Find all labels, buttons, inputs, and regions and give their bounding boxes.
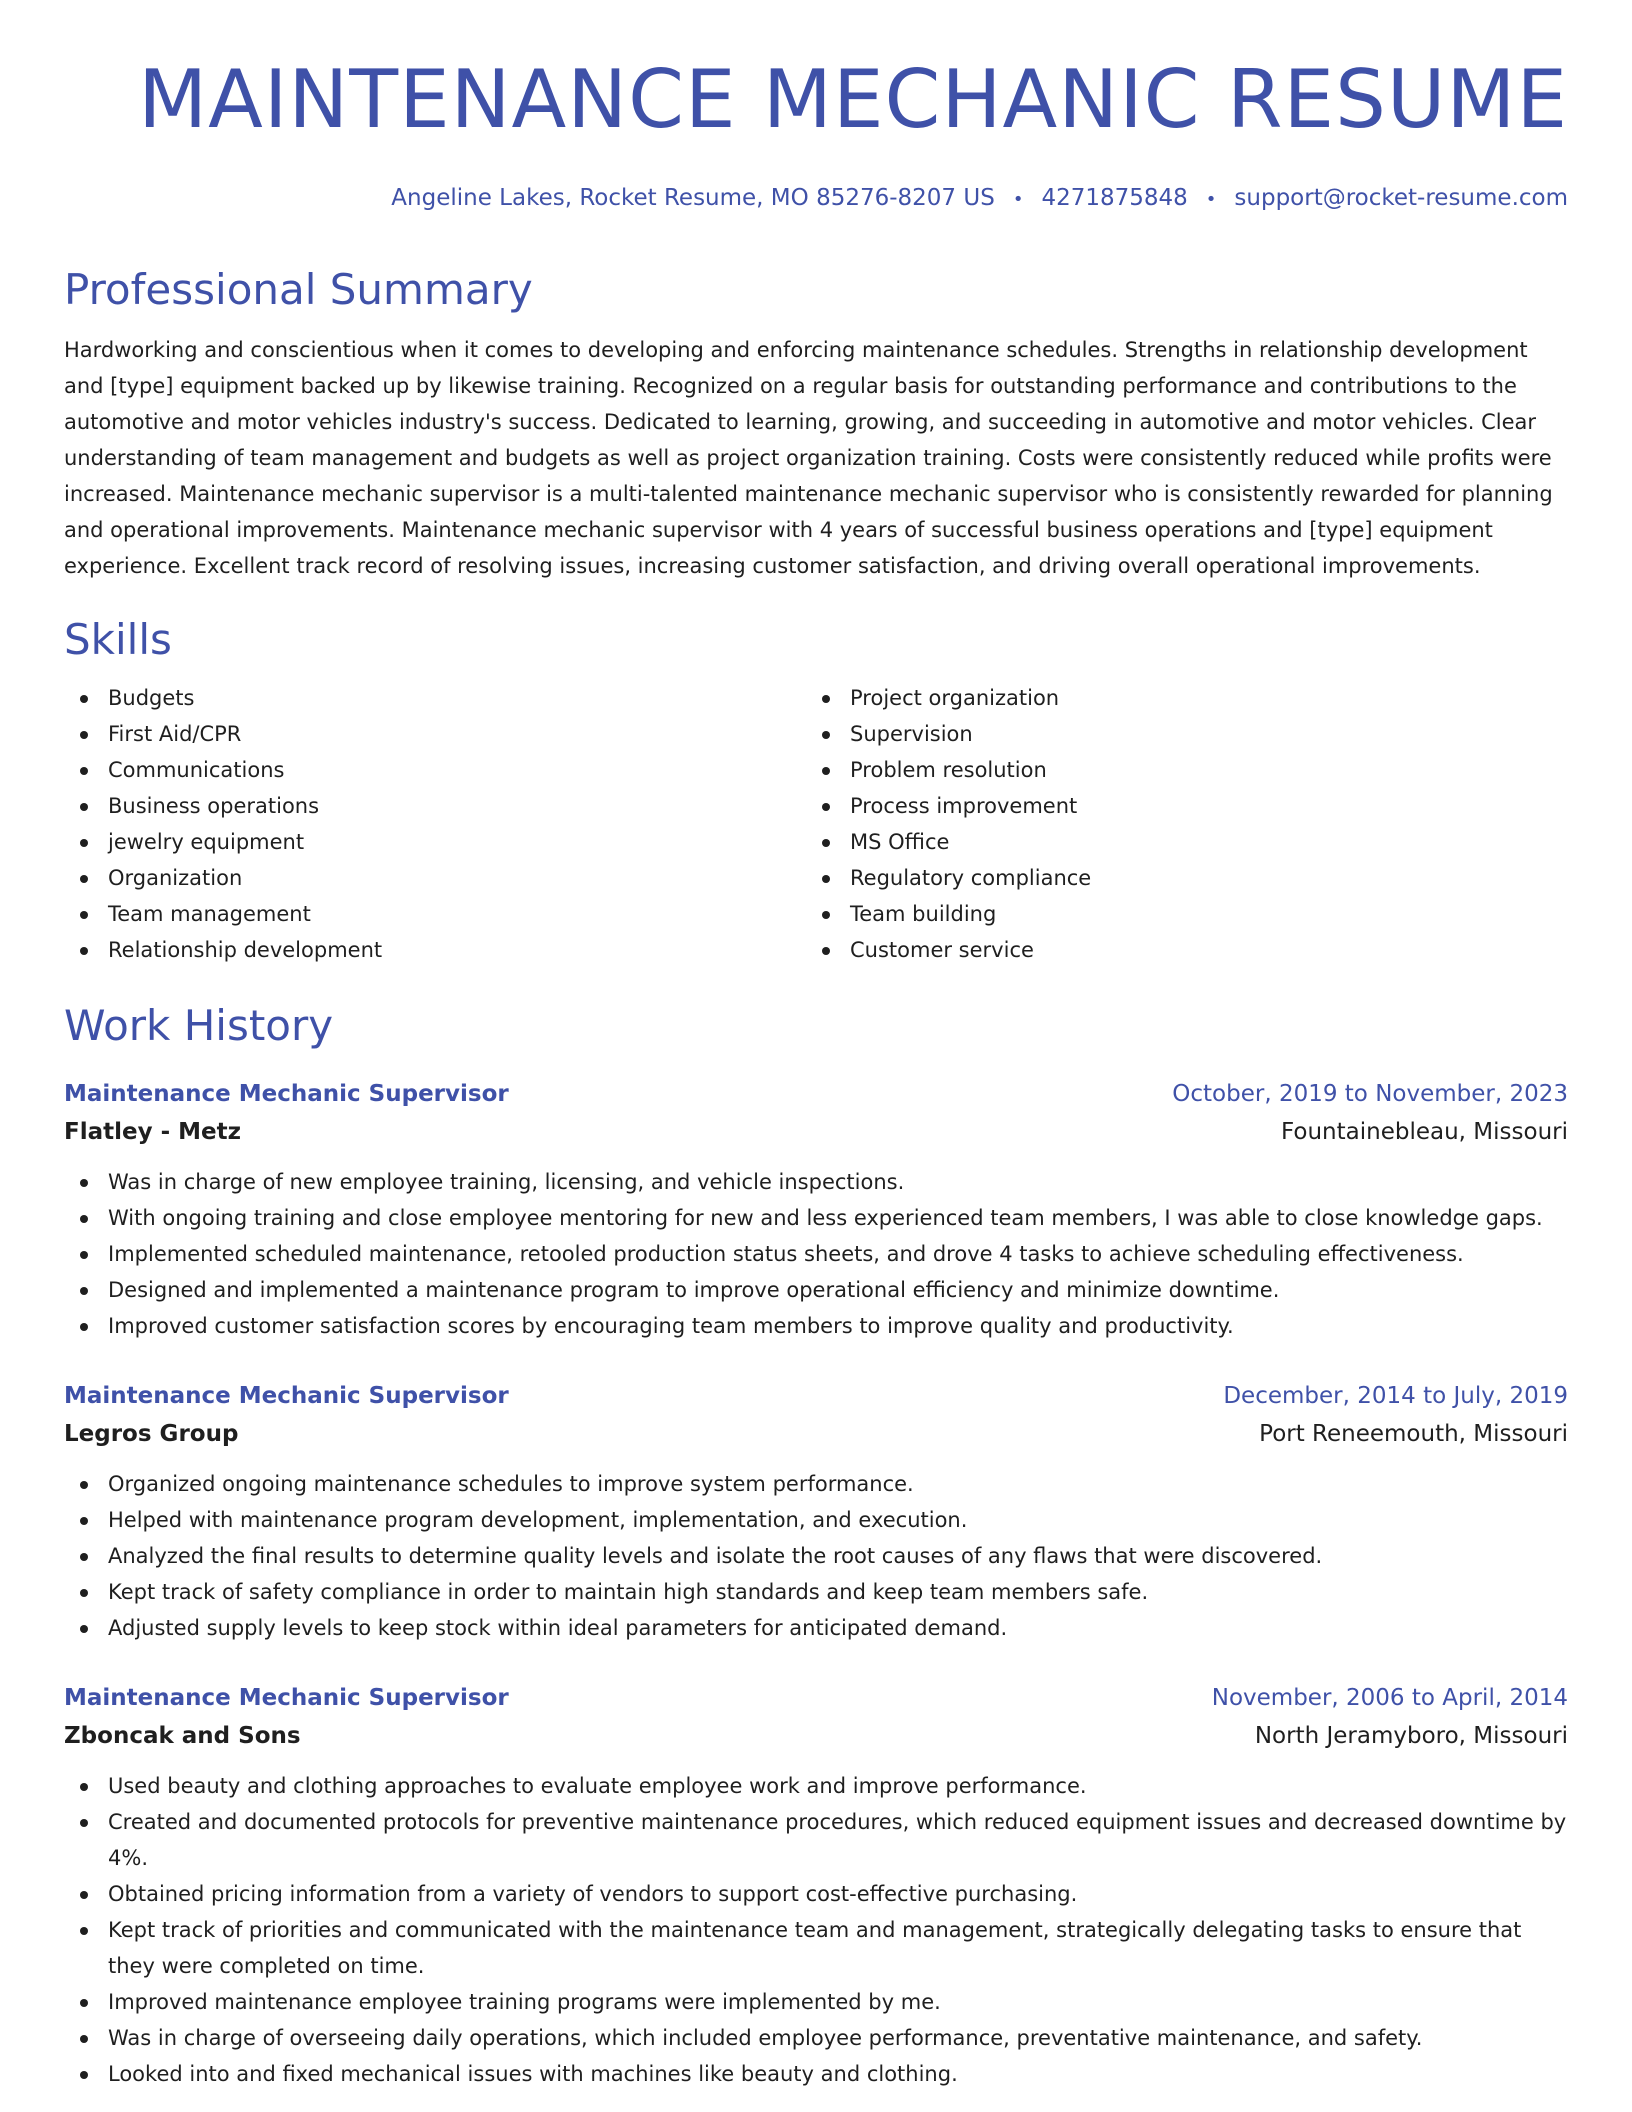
duty-item: Organized ongoing maintenance schedules to improve system performance.	[64, 1466, 1568, 1502]
skill-item: Team management	[64, 896, 806, 932]
contact-separator: •	[1205, 189, 1217, 210]
skill-item: Customer service	[806, 932, 1548, 968]
job-title: Maintenance Mechanic Supervisor	[64, 1081, 509, 1107]
skills-column-left	[64, 680, 806, 968]
job-duties	[64, 1164, 1568, 1344]
job-dates: December, 2014 to July, 2019	[1223, 1383, 1568, 1409]
duty-item: Designed and implemented a maintenance program to improve operational efficiency and minimize downtime.	[64, 1272, 1568, 1308]
job-dates: October, 2019 to November, 2023	[1172, 1081, 1568, 1107]
skill-item: Team building	[806, 896, 1548, 932]
duty-item: Obtained pricing information from a variety of vendors to support cost-effective purchasing.	[64, 1876, 1568, 1912]
skill-item: First Aid/CPR	[64, 716, 806, 752]
work-history-heading: Work History	[64, 1001, 334, 1050]
contact-separator: •	[1012, 189, 1024, 210]
job-dates: November, 2006 to April, 2014	[1211, 1685, 1568, 1711]
duty-item: Analyzed the final results to determine quality levels and isolate the root causes of any flaws that were discovered.	[64, 1538, 1568, 1574]
job-duties	[64, 1768, 1568, 2092]
contact-address: Angeline Lakes, Rocket Resume, MO 85276-8207 US	[391, 185, 995, 211]
duty-item: Improved maintenance employee training programs were implemented by me.	[64, 1984, 1568, 2020]
duty-item: With ongoing training and close employee mentoring for new and less experienced team members, I was able to close knowledge gaps.	[64, 1200, 1568, 1236]
job-entry	[64, 1680, 1568, 2092]
duty-item: Kept track of safety compliance in order to maintain high standards and keep team members safe.	[64, 1574, 1568, 1610]
skill-item: jewelry equipment	[64, 824, 806, 860]
job-company: Legros Group	[64, 1421, 239, 1447]
skill-item: Business operations	[64, 788, 806, 824]
skill-item: Problem resolution	[806, 752, 1548, 788]
duty-item: Adjusted supply levels to keep stock within ideal parameters for anticipated demand.	[64, 1610, 1568, 1646]
duty-item: Implemented scheduled maintenance, retooled production status sheets, and drove 4 tasks to achieve scheduling effectiveness.	[64, 1236, 1568, 1272]
skills-list	[64, 680, 1568, 968]
skill-item: Organization	[64, 860, 806, 896]
duty-item: Kept track of priorities and communicated with the maintenance team and management, strategically delegating tasks to ensure that they were completed on time.	[64, 1912, 1568, 1984]
contact-line	[64, 182, 1568, 216]
skills-heading: Skills	[64, 615, 172, 664]
job-entry	[64, 1076, 1568, 1344]
skills-column-right	[806, 680, 1548, 968]
resume-title: MAINTENANCE MECHANIC RESUME	[138, 53, 1568, 146]
job-title: Maintenance Mechanic Supervisor	[64, 1383, 509, 1409]
job-location: North Jeramyboro, Missouri	[1254, 1723, 1568, 1749]
skill-item: Supervision	[806, 716, 1548, 752]
job-duties	[64, 1466, 1568, 1646]
duty-item: Helped with maintenance program development, implementation, and execution.	[64, 1502, 1568, 1538]
duty-item: Was in charge of new employee training, licensing, and vehicle inspections.	[64, 1164, 1568, 1200]
job-company: Zboncak and Sons	[64, 1723, 301, 1749]
duty-item: Was in charge of overseeing daily operations, which included employee performance, preventative maintenance, and safety.	[64, 2020, 1568, 2056]
job-company: Flatley - Metz	[64, 1119, 242, 1145]
skill-item: Process improvement	[806, 788, 1548, 824]
duty-item: Improved customer satisfaction scores by encouraging team members to improve quality and productivity.	[64, 1308, 1568, 1344]
summary-heading: Professional Summary	[64, 265, 533, 314]
skill-item: Budgets	[64, 680, 806, 716]
job-entry	[64, 1378, 1568, 1646]
duty-item: Used beauty and clothing approaches to evaluate employee work and improve performance.	[64, 1768, 1568, 1804]
skill-item: Communications	[64, 752, 806, 788]
contact-phone: 4271875848	[1041, 185, 1188, 211]
job-title: Maintenance Mechanic Supervisor	[64, 1685, 509, 1711]
duty-item: Looked into and fixed mechanical issues with machines like beauty and clothing.	[64, 2056, 1568, 2092]
contact-email: support@rocket-resume.com	[1234, 185, 1568, 211]
job-location: Port Reneemouth, Missouri	[1259, 1421, 1568, 1447]
skill-item: Regulatory compliance	[806, 860, 1548, 896]
summary-text: Hardworking and conscientious when it comes to developing and enforcing maintenance schedules. Strengths in relationship development and [type] equipment backed up by likewise training. Recognized on a regular basis for outstanding performance and contributions to the automotive and motor vehicles industry's success. Dedicated to learning, growing, and succeeding in automotive and motor vehicles. Clear understanding of team management and budgets as well as project organization training. Costs were consistently reduced while profits were increased. Maintenance mechanic supervisor is a multi-talented maintenance mechanic supervisor who is consistently rewarded for planning and operational improvements. Maintenance mechanic supervisor with 4 years of successful business operations and [type] equipment experience. Excellent track record of resolving issues, increasing customer satisfaction, and driving overall operational improvements.	[64, 338, 1553, 578]
duty-item: Created and documented protocols for preventive maintenance procedures, which reduced equipment issues and decreased downtime by 4%.	[64, 1804, 1568, 1876]
job-location: Fountainebleau, Missouri	[1281, 1119, 1568, 1145]
skill-item: Relationship development	[64, 932, 806, 968]
skill-item: Project organization	[806, 680, 1548, 716]
skill-item: MS Office	[806, 824, 1548, 860]
